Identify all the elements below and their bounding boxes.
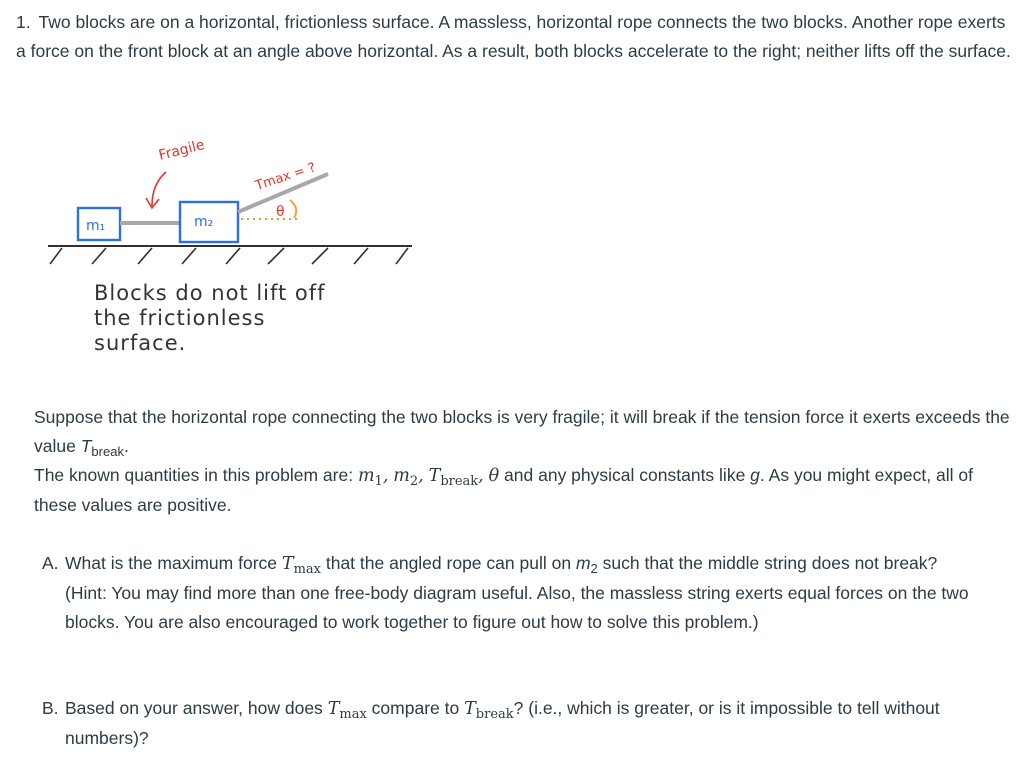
note-line-2: the frictionless <box>94 306 266 330</box>
block-m2-label: m₂ <box>194 214 214 230</box>
question-b-label: B. <box>42 698 59 718</box>
t-break-symbol-b: $T_{break}$ <box>464 699 514 722</box>
t-break-symbol: $T_{break}$ <box>80 436 124 459</box>
setup-paragraph-1: Suppose that the horizontal rope connecting the two blocks is very fragile; it will break if the tension force it exerts exceeds the value $T_{break}$. <box>34 407 1010 459</box>
note-line-3: surface. <box>94 331 187 355</box>
t-max-symbol: $T_{max}$ <box>281 554 321 577</box>
theta-symbol: θ <box>488 466 500 486</box>
problem-text: Two blocks are on a horizontal, frictionless surface. A massless, horizontal rope connects the two blocks. Another rope exerts a force on the front block at an angle above horizontal. As a result, both blocks accelerate to the right; neither lifts off the surface. <box>16 12 1011 61</box>
problem-statement <box>16 8 1016 66</box>
fragile-arrow-icon <box>152 172 166 206</box>
tmax-annotation: Tmax = ? <box>253 160 318 194</box>
note-line-1: Blocks do not lift off <box>94 281 326 305</box>
fragile-annotation: Fragile <box>157 137 207 164</box>
angle-arc <box>290 200 296 218</box>
m2-symbol-a: $m_2$ <box>575 553 598 576</box>
m2-symbol: $m_2$ <box>393 466 419 489</box>
m1-symbol: $m_1$ <box>357 466 383 489</box>
problem-number: 1. <box>16 12 31 32</box>
t-max-symbol-b: $T_{max}$ <box>327 699 367 722</box>
problem-setup <box>34 403 1014 520</box>
blocks-diagram <box>28 118 448 378</box>
block-m1-label: m₁ <box>86 218 106 234</box>
setup-paragraph-2: The known quantities in this problem are: $m_1$, $m_2$, $T_{break}$, θ and any physical constants like g. As you might expect, all of these values are positive. <box>34 465 973 515</box>
angle-label: θ <box>276 204 285 220</box>
question-b: B. Based on your answer, how does $T_{max}$ compare to $T_{break}$? (i.e., which is greater, or is it impossible to tell without numbers)? <box>42 694 1002 753</box>
question-a-hint: (Hint: You may find more than one free-body diagram useful. Also, the massless string exerts equal forces on the two blocks. You are also encouraged to work together to figure out how to solve this problem.) <box>65 583 969 632</box>
g-symbol: g <box>750 465 760 485</box>
question-a-label: A. <box>42 553 59 573</box>
question-a: A. What is the maximum force $T_{max}$ that the angled rope can pull on $m_2$ such that the middle string does not break? (Hint: You may find more than one free-body diagram useful. Also, the massless string exerts equal forces on the two blocks. You are also encouraged to work together to figure out how to solve this problem.) <box>42 549 1002 637</box>
t-break-symbol-2: $T_{break}$ <box>428 466 479 489</box>
ground-hatching <box>50 248 408 264</box>
